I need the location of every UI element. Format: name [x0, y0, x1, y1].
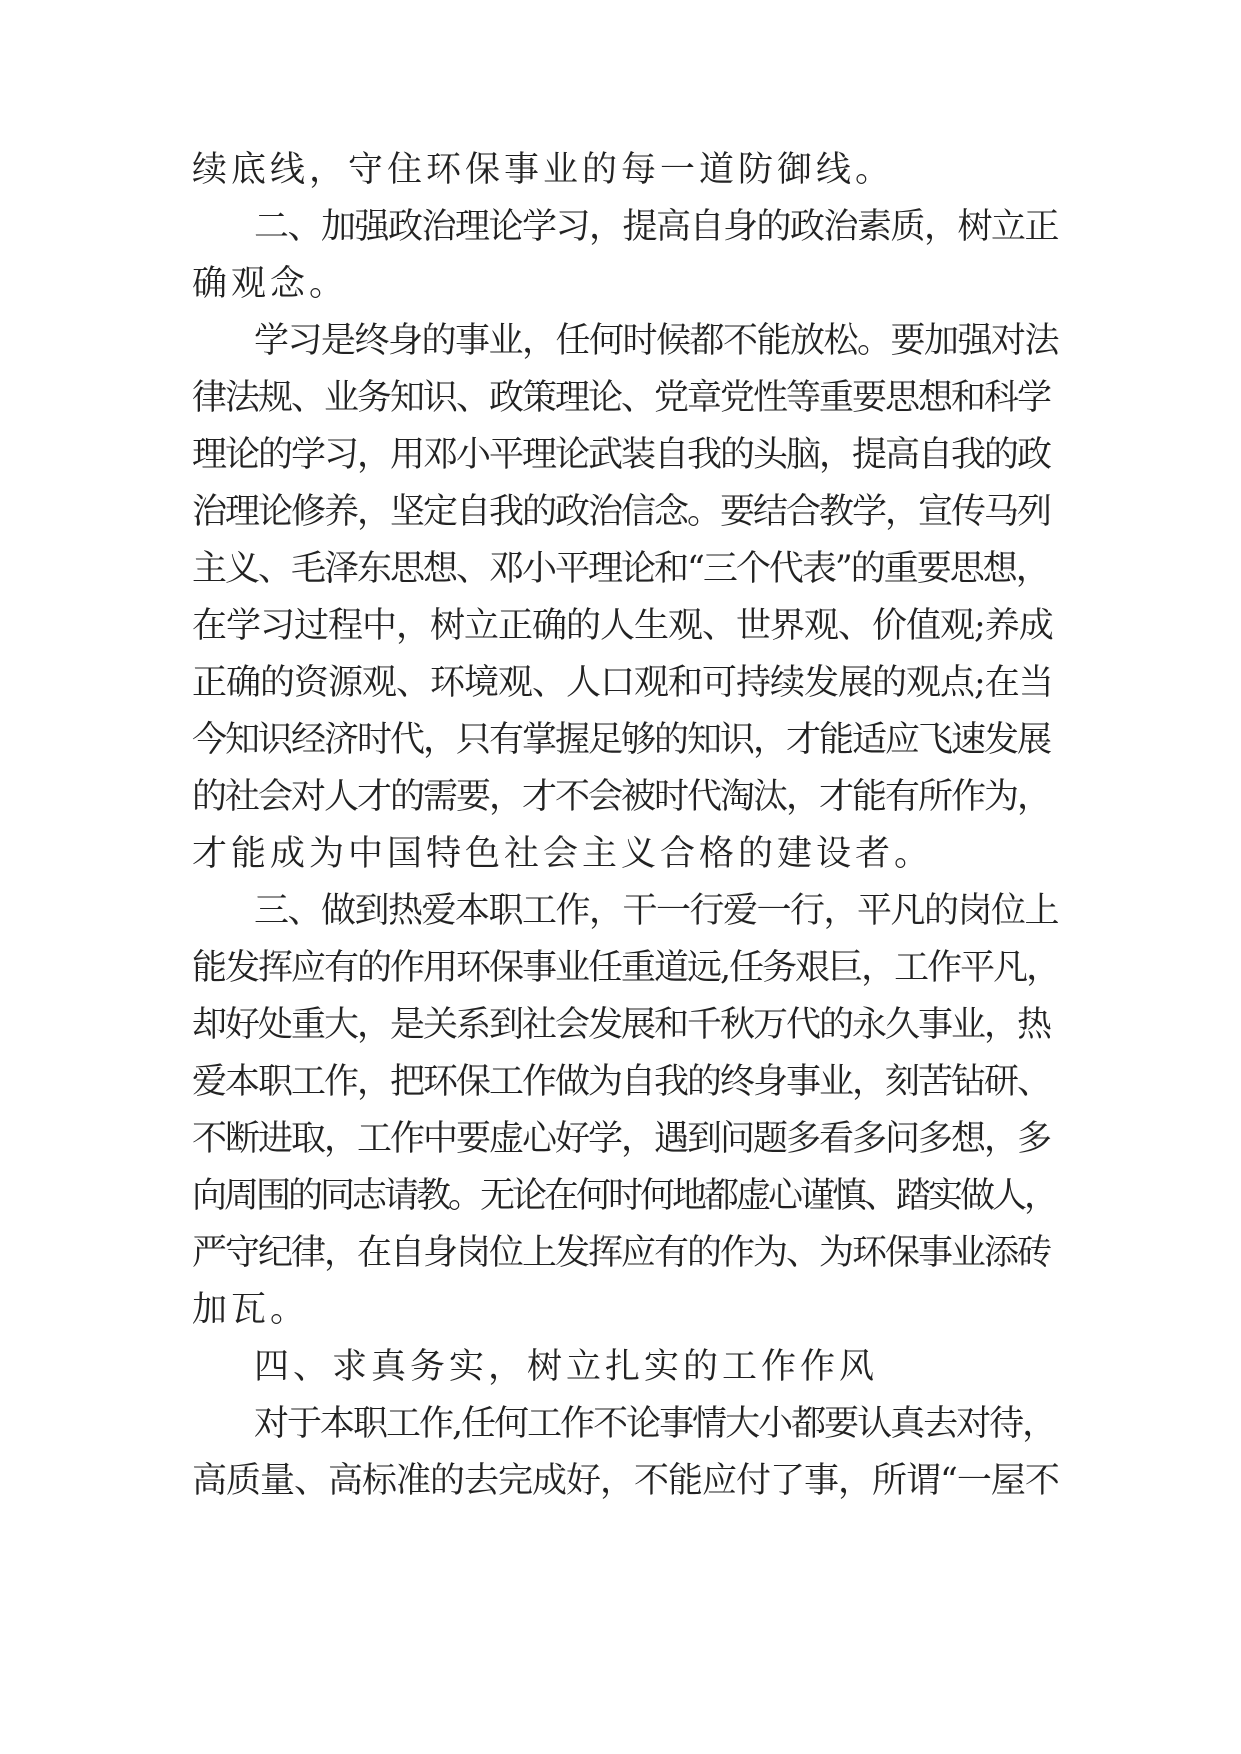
text-line: 确观念。: [192, 264, 349, 304]
text-line: 今知识经济时代，只有掌握足够的知识，才能适应飞速发展: [192, 720, 1051, 760]
section-heading: 二、加强政治理论学习，提高自身的政治素质，树立正: [254, 207, 1059, 247]
text-line: 加瓦。: [192, 1290, 310, 1330]
text-line: 理论的学习，用邓小平理论武装自我的头脑，提高自我的政: [192, 435, 1051, 475]
text-line: 严守纪律，在自身岗位上发挥应有的作为、为环保事业添砖: [192, 1233, 1051, 1273]
text-line: 学习是终身的事业，任何时候都不能放松。要加强对法: [254, 321, 1059, 361]
text-line: 不断进取，工作中要虚心好学，遇到问题多看多问多想，多: [192, 1119, 1051, 1159]
text-line: 能发挥应有的作用环保事业任重道远,任务艰巨，工作平凡，: [192, 948, 1060, 988]
text-line: 才能成为中国特色社会主义合格的建设者。: [192, 834, 934, 874]
text-line: 治理论修养，坚定自我的政治信念。要结合教学，宣传马列: [192, 492, 1051, 532]
text-line: 高质量、高标准的去完成好，不能应付了事，所谓“一屋不: [192, 1461, 1059, 1501]
text-line: 律法规、业务知识、政策理论、党章党性等重要思想和科学: [192, 378, 1051, 418]
text-line: 却好处重大，是关系到社会发展和千秋万代的永久事业，热: [192, 1005, 1051, 1045]
section-heading: 四、求真务实，树立扎实的工作作风: [254, 1347, 879, 1387]
text-line: 正确的资源观、环境观、人口观和可持续发展的观点;在当: [192, 663, 1053, 703]
text-line: 的社会对人才的需要，才不会被时代淘汰，才能有所作为，: [192, 777, 1051, 817]
text-line: 续底线，守住环保事业的每一道防御线。: [192, 150, 895, 190]
section-heading: 三、做到热爱本职工作，干一行爱一行，平凡的岗位上: [254, 891, 1059, 931]
text-line: 爱本职工作，把环保工作做为自我的终身事业，刻苦钻研、: [192, 1062, 1051, 1102]
text-line: 向周围的同志请教。无论在何时何地都虚心谨慎、踏实做人，: [192, 1176, 1057, 1216]
text-line: 在学习过程中，树立正确的人生观、世界观、价值观;养成: [192, 606, 1053, 646]
text-line: 对于本职工作,任何工作不论事情大小都要认真去对待，: [254, 1404, 1056, 1444]
text-line: 主义、毛泽东思想、邓小平理论和“三个代表”的重要思想，: [192, 549, 1049, 589]
